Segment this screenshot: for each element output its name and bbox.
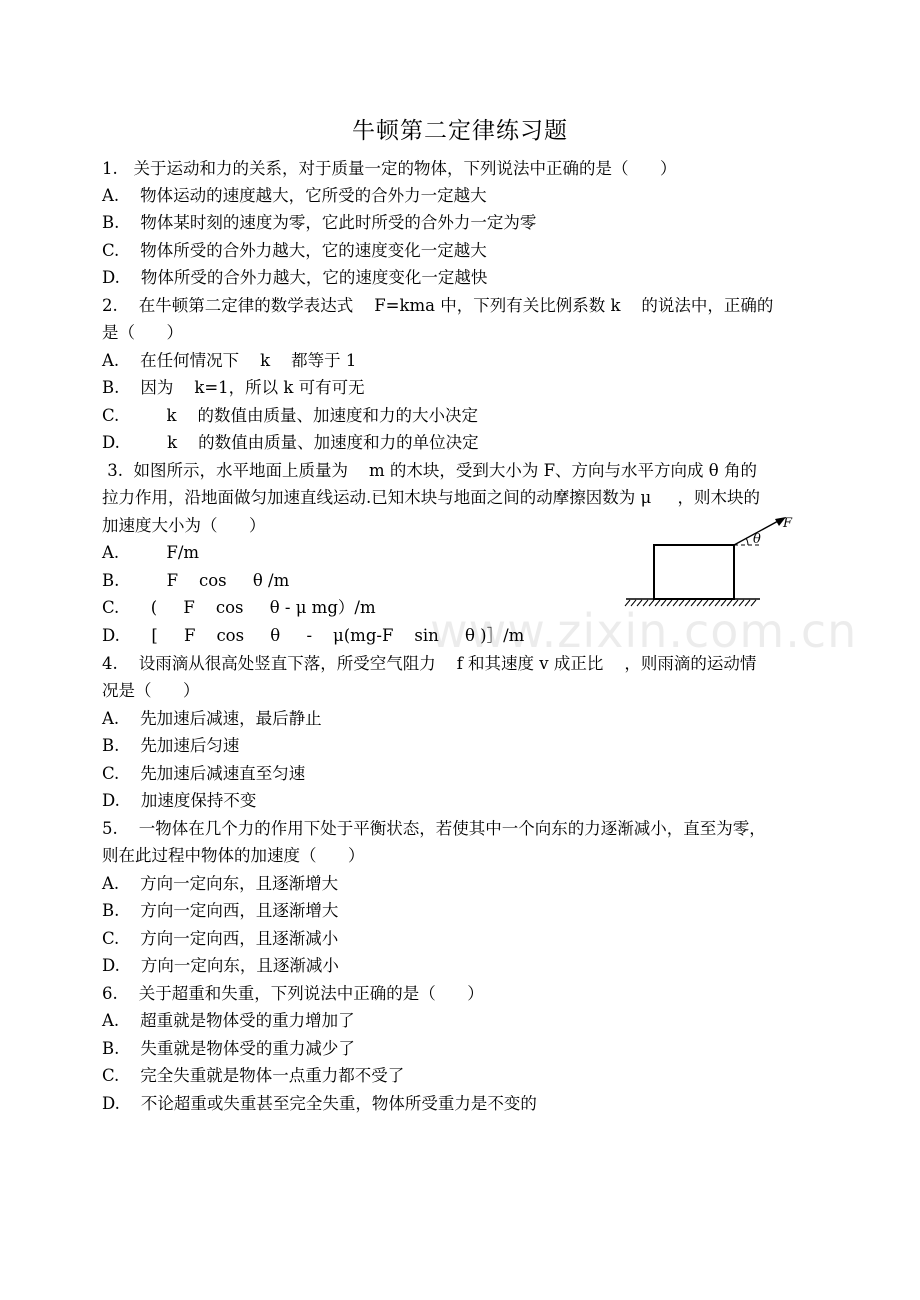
q6-stem: 6. 关于超重和失重，下列说法中正确的是（ ） — [102, 984, 484, 1003]
force-label: F — [783, 516, 793, 531]
q6-option-b: B. 失重就是物体受的重力减少了 — [102, 1039, 355, 1058]
q3-option-b: B. F cos θ /m — [102, 571, 290, 590]
q2-stem-line2: 是（ ） — [102, 323, 183, 342]
q3-stem-line3: 加速度大小为（ ） — [102, 516, 266, 535]
q5-stem-line1: 5. 一物体在几个力的作用下处于平衡状态，若使其中一个向东的力逐渐减小，直至为零， — [102, 819, 766, 838]
q1-option-a: A. 物体运动的速度越大，它所受的合外力一定越大 — [102, 186, 487, 205]
q3-option-c: C. ( F cos θ - μ mg）/m — [102, 598, 376, 617]
q5-option-d: D. 方向一定向东，且逐渐减小 — [102, 956, 339, 975]
q4-option-a: A. 先加速后减速，最后静止 — [102, 709, 322, 728]
q4-option-b: B. 先加速后匀速 — [102, 736, 240, 755]
q3-stem-line2: 拉力作用，沿地面做匀加速直线运动.已知木块与地面之间的动摩擦因数为 μ ，则木块的 — [102, 488, 760, 507]
q5-option-b: B. 方向一定向西，且逐渐增大 — [102, 901, 339, 920]
q4-stem-line1: 4. 设雨滴从很高处竖直下落，所受空气阻力 f 和其速度 v 成正比 ，则雨滴的运动情 — [102, 654, 757, 673]
watermark: www.zixin.com.cn — [430, 604, 858, 658]
wooden-block — [654, 545, 734, 599]
angle-arc — [746, 538, 748, 545]
block-force-diagram — [620, 512, 793, 612]
q1-stem: 1. 关于运动和力的关系，对于质量一定的物体，下列说法中正确的是（ ） — [102, 159, 677, 178]
q3-stem-line1: 3. 如图所示，水平地面上质量为 m 的木块，受到大小为 F、方向与水平方向成 θ 角的 — [102, 461, 757, 480]
q2-option-d: D. k 的数值由质量、加速度和力的单位决定 — [102, 433, 479, 452]
q1-option-b: B. 物体某时刻的速度为零，它此时所受的合外力一定为零 — [102, 213, 537, 232]
q5-option-c: C. 方向一定向西，且逐渐减小 — [102, 929, 339, 948]
q2-stem-line1: 2. 在牛顿第二定律的数学表达式 F=kma 中，下列有关比例系数 k 的说法中，正确的 — [102, 296, 774, 315]
q5-stem-line2: 则在此过程中物体的加速度（ ） — [102, 846, 365, 865]
q6-option-a: A. 超重就是物体受的重力增加了 — [102, 1011, 355, 1030]
q1-option-c: C. 物体所受的合外力越大，它的速度变化一定越大 — [102, 241, 487, 260]
angle-label: θ — [753, 532, 761, 547]
q4-stem-line2: 况是（ ） — [102, 681, 200, 700]
q2-option-c: C. k 的数值由质量、加速度和力的大小决定 — [102, 406, 478, 425]
q2-option-a: A. 在任何情况下 k 都等于 1 — [102, 351, 357, 370]
q1-option-d: D. 物体所受的合外力越大，它的速度变化一定越快 — [102, 268, 488, 287]
document-title: 牛顿第二定律练习题 — [352, 118, 568, 144]
q4-option-d: D. 加速度保持不变 — [102, 791, 257, 810]
q6-option-c: C. 完全失重就是物体一点重力都不受了 — [102, 1066, 405, 1085]
q4-option-c: C. 先加速后减速直至匀速 — [102, 764, 306, 783]
q3-option-a: A. F/m — [102, 543, 200, 562]
q2-option-b: B. 因为 k=1，所以 k 可有可无 — [102, 378, 365, 397]
q6-option-d: D. 不论超重或失重甚至完全失重，物体所受重力是不变的 — [102, 1094, 537, 1113]
q3-option-d: D. [ F cos θ - μ(mg-F sin θ )］/m — [102, 626, 525, 645]
q5-option-a: A. 方向一定向东，且逐渐增大 — [102, 874, 339, 893]
